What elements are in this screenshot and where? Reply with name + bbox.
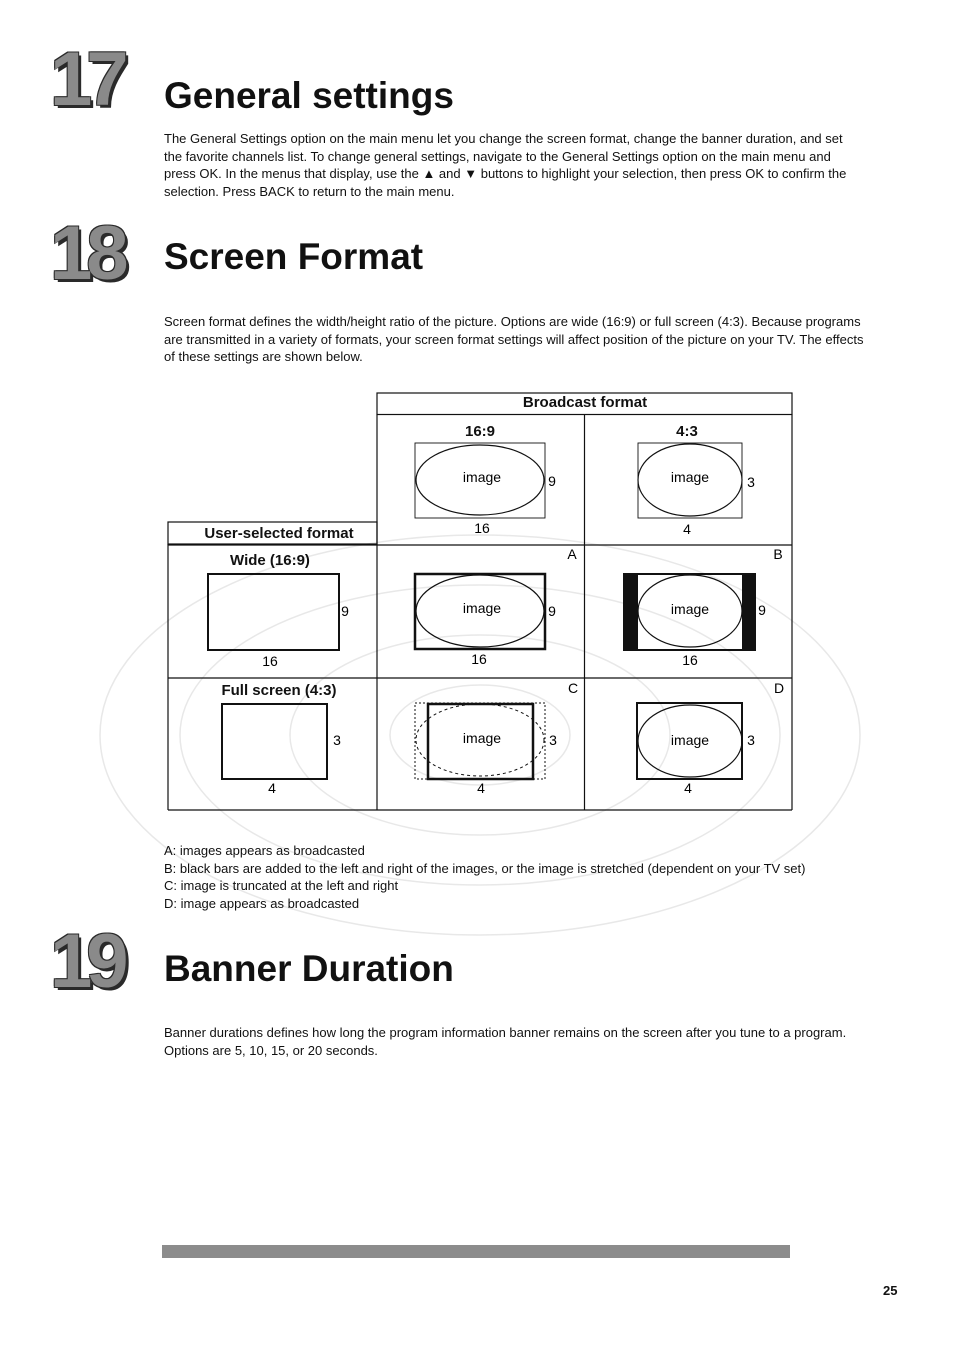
page-number: 25 — [883, 1283, 898, 1298]
section-title: General settings — [164, 75, 454, 116]
black-bar — [624, 574, 638, 650]
dimension-label: 4 — [683, 521, 691, 537]
dimension-label: 4 — [684, 780, 692, 796]
case-letter: D — [773, 680, 785, 696]
result-cell-a — [415, 546, 577, 667]
note-item: A: images appears as broadcasted — [164, 843, 365, 858]
dimension-label: 4 — [477, 780, 485, 796]
image-label: image — [462, 730, 502, 746]
dimension-label: 9 — [548, 473, 556, 489]
dimension-label: 16 — [262, 653, 278, 669]
note-item: C: image is truncated at the left and right — [164, 878, 399, 894]
footer-bar — [162, 1245, 790, 1258]
note-item: B: black bars are added to the left and right of the images, or the image is stretched (dependent on your TV set) — [164, 860, 806, 876]
dimension-label: 3 — [747, 732, 755, 748]
dimension-label: 3 — [333, 732, 341, 748]
broadcast-format-header: Broadcast format — [522, 394, 648, 411]
section-number: 19 — [50, 919, 123, 1004]
case-letter: B — [773, 546, 783, 562]
section-body: Banner durations defines how long the program information banner remains on the screen after you tune to a program. Options are 5, 10, 15, or 20 seconds. — [164, 1025, 847, 1058]
result-cell-d — [637, 680, 784, 796]
result-cell-c — [415, 680, 578, 796]
dimension-label: 3 — [747, 474, 755, 490]
note-item: D: image appears as broadcasted — [164, 895, 360, 911]
image-label: image — [670, 601, 710, 617]
black-bar — [742, 574, 755, 650]
broadcast-4-3-sample — [638, 443, 755, 537]
dimension-label: 4 — [268, 780, 276, 796]
section-body: Screen format defines the width/height ratio of the picture. Options are wide (16:9) or full screen (4:3). Because programs are transmitted in a variety of formats, your screen format settings will affect position of the picture on your TV. The effects of these settings are shown below. — [164, 314, 864, 364]
image-label: image — [670, 469, 710, 485]
row-fullscreen-label: Full screen (4:3) — [221, 682, 337, 699]
section-title: Screen Format — [164, 236, 424, 277]
dimension-label: 9 — [548, 603, 556, 619]
image-label: image — [670, 732, 710, 748]
section-title: Banner Duration — [164, 948, 454, 989]
format-notes — [164, 842, 805, 912]
row-wide-label: Wide (16:9) — [230, 552, 310, 569]
column-4-3-label: 4:3 — [676, 423, 698, 440]
case-letter: A — [567, 546, 577, 562]
dimension-label: 3 — [549, 732, 557, 748]
section-number: 17 — [50, 37, 123, 122]
section-body: The General Settings option on the main menu let you change the screen format, change the banner duration, and set the favorite channels list. To change general settings, navigate to the General Settings option on the main menu and press OK. In the menus that display, use the ▲ and ▼ buttons to highlight your selection, then press OK to confirm the selection. Press BACK to return to the main menu. — [164, 131, 847, 199]
dimension-label: 16 — [471, 651, 487, 667]
wide-screen-sample — [208, 574, 349, 669]
image-label: image — [462, 600, 502, 616]
user-selected-format-header: User-selected format — [204, 525, 354, 542]
result-cell-b — [624, 546, 783, 668]
column-16-9-label: 16:9 — [464, 423, 496, 440]
dimension-label: 9 — [341, 603, 349, 619]
section-number: 18 — [50, 211, 123, 296]
case-letter: C — [567, 680, 579, 696]
dimension-label: 16 — [474, 520, 490, 536]
dimension-label: 9 — [758, 602, 766, 618]
broadcast-16-9-sample — [415, 443, 556, 536]
dimension-label: 16 — [682, 652, 698, 668]
fullscreen-sample — [222, 704, 341, 796]
image-label: image — [462, 469, 502, 485]
